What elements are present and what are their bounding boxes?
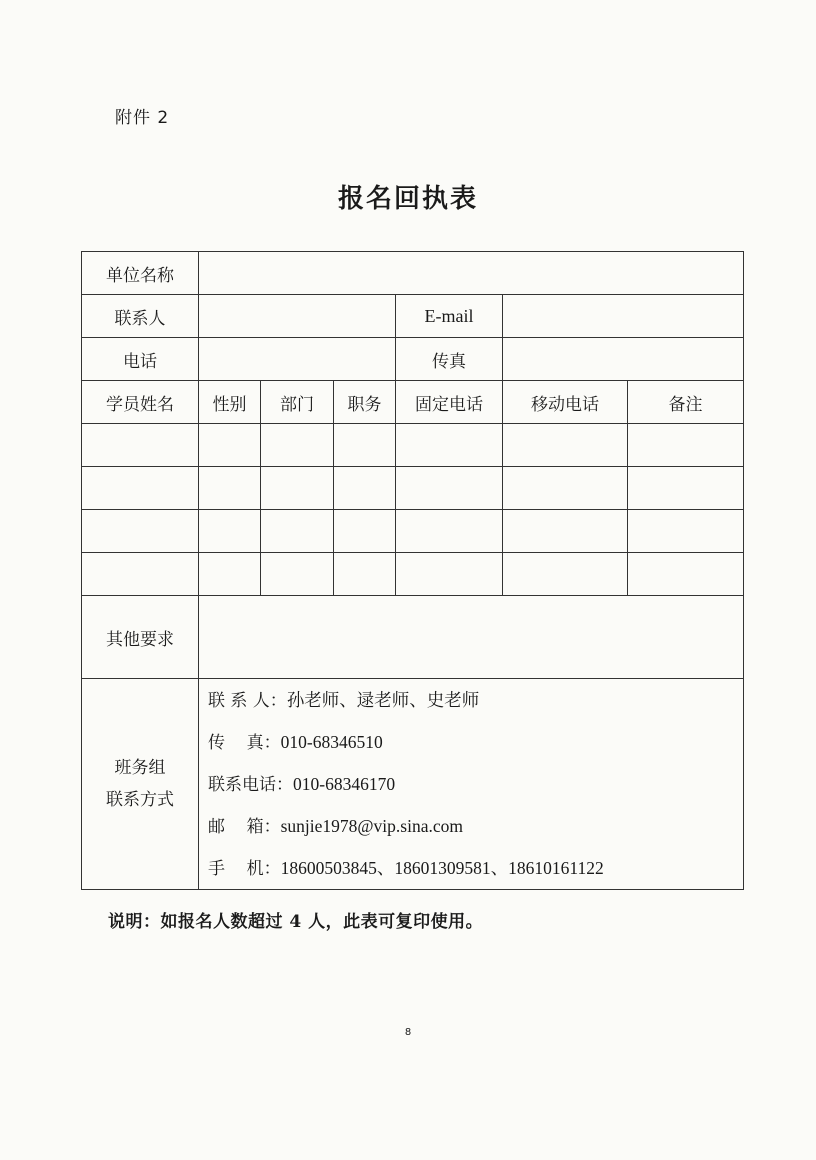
cell-position[interactable] — [334, 553, 396, 596]
class-affairs-row — [82, 679, 744, 890]
page-number: 8 — [404, 1027, 412, 1038]
contact-info-value[interactable]: sunjie1978@vip.sina.com — [280, 816, 463, 836]
cell-gender[interactable] — [199, 424, 261, 467]
student-row — [82, 553, 744, 596]
contact-info-line — [208, 721, 743, 763]
contact-info-line — [208, 847, 743, 889]
phone-row — [82, 338, 744, 381]
contact-info-line — [208, 805, 743, 847]
contact-info-key: 手 机： — [208, 859, 281, 879]
other-requirements-field[interactable] — [199, 596, 744, 679]
contact-info-value: 010-68346170 — [293, 774, 396, 794]
cell-student-name[interactable] — [82, 424, 199, 467]
cell-department[interactable] — [261, 467, 334, 510]
cell-department[interactable] — [261, 553, 334, 596]
col-remarks: 备注 — [628, 381, 744, 424]
col-position: 职务 — [334, 381, 396, 424]
contact-info-block — [199, 679, 744, 890]
cell-remarks[interactable] — [628, 553, 744, 596]
student-row — [82, 467, 744, 510]
phone-field[interactable] — [199, 338, 396, 381]
contact-info-key: 传 真： — [208, 733, 281, 753]
cell-position[interactable] — [334, 467, 396, 510]
unit-name-label: 单位名称 — [82, 252, 199, 295]
unit-name-field[interactable] — [199, 252, 744, 295]
fax-label: 传真 — [396, 338, 503, 381]
cell-remarks[interactable] — [628, 510, 744, 553]
group-label-line-1: 班务组 — [114, 758, 166, 778]
page-title: 报名回执表 — [337, 184, 478, 214]
footnote: 说明：如报名人数超过 4 人，此表可复印使用。 — [108, 912, 484, 932]
cell-gender[interactable] — [199, 553, 261, 596]
cell-gender[interactable] — [199, 467, 261, 510]
contact-person-field[interactable] — [199, 295, 396, 338]
contact-info-value: 孙老师、逯老师、史老师 — [286, 690, 480, 710]
attachment-label: 附件 2 — [115, 108, 170, 128]
column-header-row — [82, 381, 744, 424]
contact-info-value: 18600503845、18601309581、18610161122 — [280, 858, 604, 878]
col-mobile: 移动电话 — [503, 381, 628, 424]
cell-mobile[interactable] — [503, 553, 628, 596]
contact-info-line — [208, 679, 743, 721]
cell-department[interactable] — [261, 424, 334, 467]
student-row — [82, 510, 744, 553]
cell-landline[interactable] — [396, 510, 503, 553]
cell-mobile[interactable] — [503, 467, 628, 510]
cell-student-name[interactable] — [82, 510, 199, 553]
contact-info-line — [208, 763, 743, 805]
cell-department[interactable] — [261, 510, 334, 553]
cell-remarks[interactable] — [628, 467, 744, 510]
col-landline: 固定电话 — [396, 381, 503, 424]
cell-gender[interactable] — [199, 510, 261, 553]
class-affairs-label — [82, 679, 199, 890]
cell-mobile[interactable] — [503, 424, 628, 467]
contact-info-key: 联 系 人： — [208, 691, 287, 711]
cell-position[interactable] — [334, 424, 396, 467]
email-field[interactable] — [503, 295, 744, 338]
other-requirements-row — [82, 596, 744, 679]
group-label-line-2: 联系方式 — [106, 790, 174, 810]
registration-form-table — [81, 251, 744, 890]
cell-mobile[interactable] — [503, 510, 628, 553]
col-gender: 性别 — [199, 381, 261, 424]
contact-row — [82, 295, 744, 338]
contact-info-key: 邮 箱： — [208, 817, 281, 837]
cell-student-name[interactable] — [82, 553, 199, 596]
unit-row — [82, 252, 744, 295]
fax-field[interactable] — [503, 338, 744, 381]
phone-label: 电话 — [82, 338, 199, 381]
col-student-name: 学员姓名 — [82, 381, 199, 424]
contact-info-key: 联系电话： — [208, 775, 293, 795]
email-label: E-mail — [396, 295, 503, 338]
cell-student-name[interactable] — [82, 467, 199, 510]
contact-info-value: 010-68346510 — [280, 732, 383, 752]
cell-landline[interactable] — [396, 467, 503, 510]
student-row — [82, 424, 744, 467]
cell-landline[interactable] — [396, 424, 503, 467]
cell-landline[interactable] — [396, 553, 503, 596]
cell-position[interactable] — [334, 510, 396, 553]
cell-remarks[interactable] — [628, 424, 744, 467]
contact-person-label: 联系人 — [82, 295, 199, 338]
other-requirements-label: 其他要求 — [82, 596, 199, 679]
col-department: 部门 — [261, 381, 334, 424]
